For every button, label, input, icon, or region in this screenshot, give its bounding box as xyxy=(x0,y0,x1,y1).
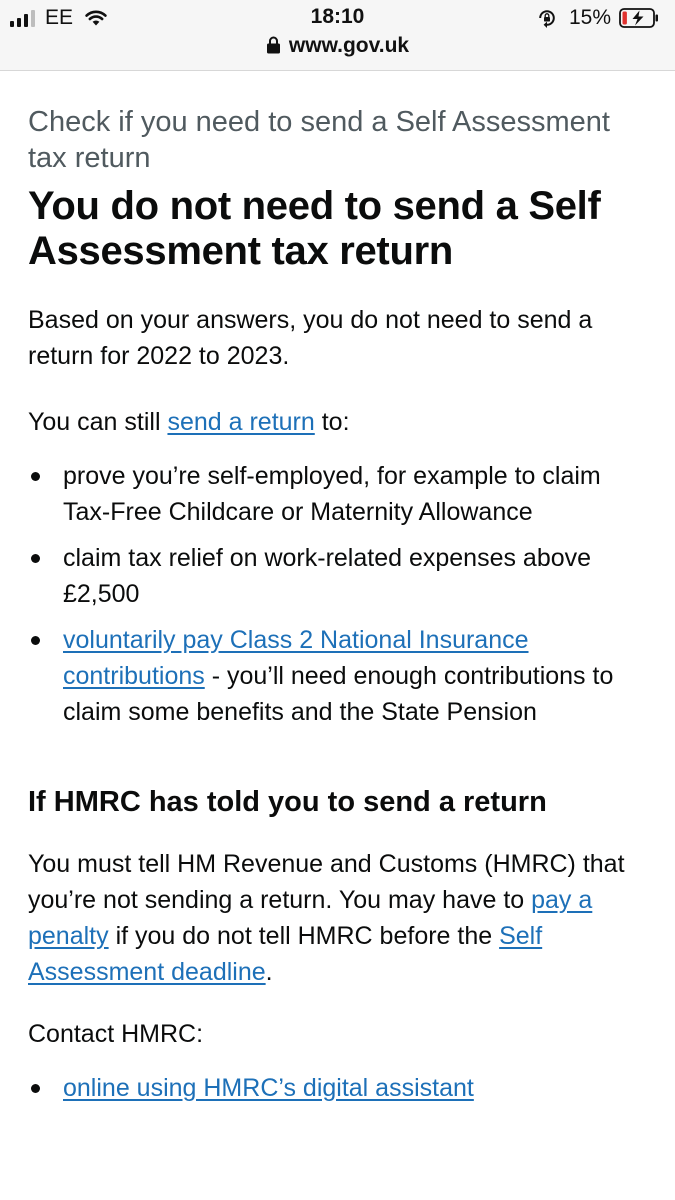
tell-hmrc-after: . xyxy=(265,958,273,986)
battery-charging-icon xyxy=(619,8,659,28)
page-caption: Check if you need to send a Self Assessment tax return xyxy=(28,106,610,174)
list-item-text: - you’ll need enough contributions to claim some benefits and the State Pension xyxy=(63,662,614,726)
status-right xyxy=(537,6,659,30)
tell-hmrc-middle: if you do not tell HMRC before the xyxy=(108,922,500,950)
send-return-before: You can still xyxy=(28,408,168,436)
padlock-icon xyxy=(266,36,281,54)
list-item xyxy=(28,458,653,530)
list-item-text: claim tax relief on work-related expenses above £2,500 xyxy=(63,544,592,608)
battery-percent: 15% xyxy=(568,6,611,29)
pay-a-penalty-link[interactable]: pay a penalty xyxy=(28,886,593,950)
list-item xyxy=(28,622,653,730)
reasons-list xyxy=(28,458,653,730)
carrier-name: EE xyxy=(45,6,74,29)
url-bar[interactable] xyxy=(0,34,675,58)
result-paragraph: Based on your answers, you do not need to send a return for 2022 to 2023. xyxy=(28,306,593,370)
rotation-lock-icon xyxy=(537,8,557,28)
tell-hmrc-paragraph xyxy=(28,846,653,990)
send-return-paragraph xyxy=(28,404,653,440)
main-content xyxy=(28,104,653,1116)
url-text: www.gov.uk xyxy=(288,34,410,57)
section-heading: If HMRC has told you to send a return xyxy=(28,786,547,818)
send-a-return-link[interactable]: send a return xyxy=(167,408,315,436)
tell-hmrc-before: You must tell HM Revenue and Customs (HMRC) that you’re not sending a return. You may have to xyxy=(28,850,625,914)
digital-assistant-link[interactable]: online using HMRC’s digital assistant xyxy=(63,1074,474,1102)
status-bar xyxy=(0,0,675,71)
contact-hmrc-label: Contact HMRC: xyxy=(28,1020,204,1048)
contact-list xyxy=(28,1070,653,1106)
send-return-after: to: xyxy=(314,408,350,436)
status-time: 18:10 xyxy=(310,5,365,28)
list-item-text: prove you’re self-employed, for example to claim Tax-Free Childcare or Maternity Allowance xyxy=(63,462,601,526)
page-title: You do not need to send a Self Assessment tax return xyxy=(28,184,601,273)
class-2-ni-link[interactable]: voluntarily pay Class 2 National Insurance contributions xyxy=(63,626,529,690)
list-item xyxy=(28,1070,653,1106)
list-item xyxy=(28,540,653,612)
self-assessment-deadline-link[interactable]: Self Assessment deadline xyxy=(28,922,543,986)
